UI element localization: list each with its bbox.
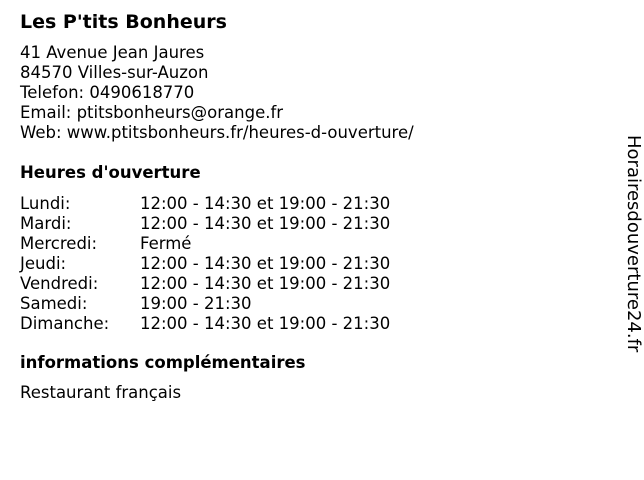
street-address: 41 Avenue Jean Jaures bbox=[20, 43, 205, 62]
time-value: Fermé bbox=[140, 234, 192, 253]
additional-info-text: Restaurant français bbox=[20, 383, 182, 402]
contact-block bbox=[20, 43, 414, 143]
hours-row-thursday bbox=[20, 254, 390, 274]
time-value: 19:00 - 21:30 bbox=[140, 294, 252, 313]
website-line: Web: www.ptitsbonheurs.fr/heures-d-ouverture/ bbox=[20, 123, 414, 142]
time-value: 12:00 - 14:30 et 19:00 - 21:30 bbox=[140, 214, 391, 233]
hours-row-sunday bbox=[20, 314, 390, 334]
time-value: 12:00 - 14:30 et 19:00 - 21:30 bbox=[140, 314, 391, 333]
site-watermark: Horairesdouverture24.fr bbox=[623, 135, 644, 353]
time-value: 12:00 - 14:30 et 19:00 - 21:30 bbox=[140, 194, 391, 213]
email-line: Email: ptitsbonheurs@orange.fr bbox=[20, 103, 284, 122]
opening-hours-heading: Heures d'ouverture bbox=[20, 163, 201, 182]
day-label: Dimanche: bbox=[20, 314, 110, 333]
day-label: Mercredi: bbox=[20, 234, 98, 253]
day-label: Lundi: bbox=[20, 194, 71, 213]
phone-line: Telefon: 0490618770 bbox=[20, 83, 195, 102]
hours-row-wednesday bbox=[20, 234, 390, 254]
time-value: 12:00 - 14:30 et 19:00 - 21:30 bbox=[140, 254, 391, 273]
day-label: Samedi: bbox=[20, 294, 88, 313]
additional-info-heading: informations complémentaires bbox=[20, 353, 306, 372]
time-value: 12:00 - 14:30 et 19:00 - 21:30 bbox=[140, 274, 391, 293]
opening-hours-table bbox=[20, 194, 390, 334]
day-label: Jeudi: bbox=[20, 254, 67, 273]
hours-row-monday bbox=[20, 194, 390, 214]
hours-row-saturday bbox=[20, 294, 390, 314]
business-name: Les P'tits Bonheurs bbox=[20, 11, 227, 33]
day-label: Mardi: bbox=[20, 214, 72, 233]
city-address: 84570 Villes-sur-Auzon bbox=[20, 63, 209, 82]
hours-row-friday bbox=[20, 274, 390, 294]
hours-row-tuesday bbox=[20, 214, 390, 234]
day-label: Vendredi: bbox=[20, 274, 99, 293]
